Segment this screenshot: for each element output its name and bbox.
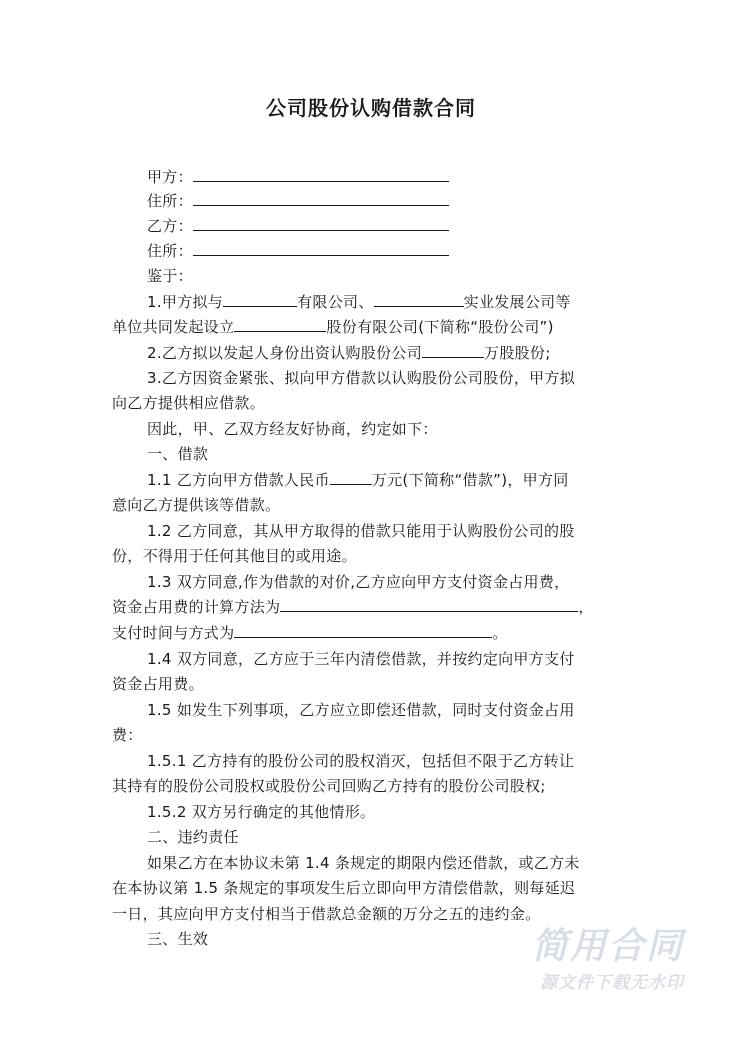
whereas-3-line-1: 3.乙方因资金紧张、拟向甲方借款以认购股份公司股份，甲方拟	[147, 369, 576, 387]
clause-1-3-text-b: 资金占用费的计算方法为	[112, 598, 281, 616]
clause-1-4-line-2: 资金占用费。	[112, 675, 204, 693]
party-a-label: 甲方：	[147, 168, 193, 186]
watermark-sub: 源文件下载无水印	[540, 973, 684, 993]
clause-1-1-text-a: 1.1 乙方向甲方借款人民币	[147, 471, 330, 489]
party-b-address-line	[147, 241, 632, 261]
clause-1-3-line-3	[112, 623, 632, 643]
party-a-address-line	[147, 191, 632, 211]
section-3-heading: 三、生效	[147, 930, 209, 948]
clause-1-3-line-2	[112, 597, 632, 617]
clause-1-2-line-1: 1.2 乙方同意，其从甲方取得的借款只能用于认购股份公司的股	[147, 522, 575, 540]
watermark-main: 简用合同	[531, 926, 684, 967]
clause-1-3-text-d: 支付时间与方式为	[112, 624, 235, 642]
whereas-1-line-2	[112, 317, 632, 337]
whereas-1-text-d: 单位共同发起设立	[112, 318, 235, 336]
clause-1-3-blank-method[interactable]	[280, 597, 578, 612]
party-a-address-blank[interactable]	[193, 191, 449, 206]
whereas-2-text-a: 2.乙方拟以发起人身份出资认购股份公司	[147, 344, 423, 362]
clause-1-1-text-b: 万元(下简称“借款”)，甲方同	[371, 471, 569, 489]
whereas-2-line	[147, 343, 632, 363]
whereas-2-text-b: 万股股份;	[484, 344, 551, 362]
clause-1-5-line-1: 1.5 如发生下列事项，乙方应立即偿还借款，同时支付资金占用	[147, 701, 575, 719]
whereas-3-line-2: 向乙方提供相应借款。	[112, 394, 266, 412]
section-2-line-2: 在本协议第 1.5 条规定的事项发生后立即向甲方清偿借款，则每延迟	[112, 879, 576, 897]
whereas-label: 鉴于：	[147, 267, 193, 285]
party-a-blank[interactable]	[193, 167, 449, 182]
party-b-address-blank[interactable]	[193, 241, 449, 256]
clause-1-3-blank-payment[interactable]	[234, 623, 492, 638]
section-2-heading: 二、违约责任	[147, 828, 239, 846]
clause-1-2-line-2: 份，不得用于任何其他目的或用途。	[112, 547, 357, 565]
clause-1-1-line-2: 意向乙方提供该等借款。	[112, 496, 281, 514]
section-1-heading: 一、借款	[147, 445, 209, 463]
party-b-blank[interactable]	[193, 216, 449, 231]
party-b-line	[147, 216, 632, 236]
section-2-line-3: 一日，其应向甲方支付相当于借款总金额的万分之五的违约金。	[112, 905, 541, 923]
clause-1-4-line-1: 1.4 双方同意，乙方应于三年内清偿借款，并按约定向甲方支付	[147, 650, 575, 668]
whereas-1-text-b: 有限公司、	[297, 293, 374, 311]
clause-1-3-text-e: 。	[492, 624, 508, 642]
clause-1-1-blank-amount[interactable]	[330, 470, 372, 485]
section-2-line-1: 如果乙方在本协议未第 1.4 条规定的期限内偿还借款，或乙方未	[147, 854, 580, 872]
party-b-address-label: 住所：	[147, 242, 193, 260]
clause-1-1-line-1	[147, 470, 632, 490]
whereas-1-text-c: 实业发展公司等	[463, 293, 571, 311]
whereas-1-text-a: 1.甲方拟与	[147, 293, 224, 311]
party-a-line	[147, 167, 632, 187]
whereas-1-blank-industry[interactable]	[374, 292, 464, 307]
whereas-1-text-e: 股份有限公司(下简称“股份公司”)	[326, 318, 554, 336]
whereas-1-blank-company[interactable]	[223, 292, 297, 307]
clause-1-3-text-c: ，	[578, 598, 594, 616]
clause-1-5-1-line-1: 1.5.1 乙方持有的股份公司的股权消灭，包括但不限于乙方转让	[147, 752, 575, 770]
party-a-address-label: 住所：	[147, 192, 193, 210]
party-b-label: 乙方：	[147, 217, 193, 235]
whereas-2-blank-shares[interactable]	[422, 343, 484, 358]
clause-1-5-1-line-2: 其持有的股份公司股权或股份公司回购乙方持有的股份公司股权;	[112, 777, 546, 795]
document-title: 公司股份认购借款合同	[266, 96, 476, 120]
clause-1-5-2: 1.5.2 双方另行确定的其他情形。	[147, 803, 376, 821]
whereas-1-line-1	[147, 292, 632, 312]
clause-1-5-line-2: 费：	[112, 726, 143, 744]
whereas-1-blank-share-company[interactable]	[234, 317, 326, 332]
agreement-intro: 因此，甲、乙双方经友好协商，约定如下：	[147, 420, 438, 438]
clause-1-3-line-1: 1.3 双方同意,作为借款的对价,乙方应向甲方支付资金占用费，	[147, 573, 570, 591]
